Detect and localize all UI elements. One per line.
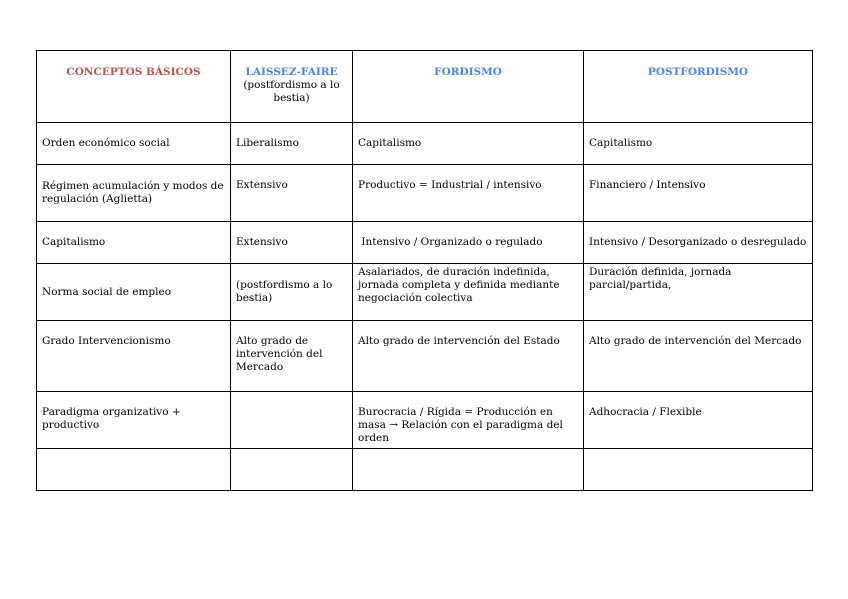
- table-row: [37, 222, 813, 264]
- cell-laissez-faire: [231, 392, 353, 449]
- cell-fordismo: Intensivo / Organizado o regulado: [353, 222, 584, 264]
- cell-postfordismo: Adhocracia / Flexible: [584, 392, 813, 449]
- cell-postfordismo: [584, 449, 813, 491]
- header-fordismo: FORDISMO: [353, 51, 584, 123]
- table-row: [37, 321, 813, 392]
- cell-concepto: Orden económico social: [37, 123, 231, 165]
- cell-concepto: Capitalismo: [37, 222, 231, 264]
- cell-fordismo: [353, 449, 584, 491]
- cell-concepto: Régimen acumulación y modos de regulación (Aglietta): [37, 165, 231, 222]
- table-header-row: [37, 51, 813, 123]
- cell-concepto: Paradigma organizativo + productivo: [37, 392, 231, 449]
- cell-postfordismo: Financiero / Intensivo: [584, 165, 813, 222]
- cell-concepto: [37, 449, 231, 491]
- table-row: [37, 264, 813, 321]
- table-row: [37, 392, 813, 449]
- cell-laissez-faire: Extensivo: [231, 222, 353, 264]
- cell-fordismo: Asalariados, de duración indefinida, jornada completa y definida mediante negociación colectiva: [353, 264, 584, 321]
- header-laissez-faire-title: LAISSEZ-FAIRE: [245, 66, 338, 78]
- header-postfordismo: POSTFORDISMO: [584, 51, 813, 123]
- cell-laissez-faire: [231, 449, 353, 491]
- table-row: [37, 165, 813, 222]
- cell-laissez-faire: (postfordismo a lo bestia): [231, 264, 353, 321]
- cell-concepto: Grado Intervencionismo: [37, 321, 231, 392]
- header-laissez-faire: [231, 51, 353, 123]
- cell-fordismo: Capitalismo: [353, 123, 584, 165]
- concepts-comparison-table: [36, 50, 813, 491]
- cell-fordismo: Alto grado de intervención del Estado: [353, 321, 584, 392]
- cell-laissez-faire: Alto grado de intervención del Mercado: [231, 321, 353, 392]
- header-laissez-faire-subtitle: (postfordismo a lo bestia): [243, 79, 340, 104]
- header-conceptos-basicos: CONCEPTOS BÁSICOS: [37, 51, 231, 123]
- cell-postfordismo: Capitalismo: [584, 123, 813, 165]
- cell-fordismo: Burocracia / Rígida = Producción en masa → Relación con el paradigma del orden: [353, 392, 584, 449]
- table-row: [37, 123, 813, 165]
- cell-fordismo: Productivo = Industrial / intensivo: [353, 165, 584, 222]
- cell-laissez-faire: Liberalismo: [231, 123, 353, 165]
- cell-concepto: Norma social de empleo: [37, 264, 231, 321]
- cell-postfordismo: Alto grado de intervención del Mercado: [584, 321, 813, 392]
- cell-laissez-faire: Extensivo: [231, 165, 353, 222]
- table-row: [37, 449, 813, 491]
- cell-postfordismo: Intensivo / Desorganizado o desregulado: [584, 222, 813, 264]
- cell-postfordismo: Duración definida, jornada parcial/partida,: [584, 264, 813, 321]
